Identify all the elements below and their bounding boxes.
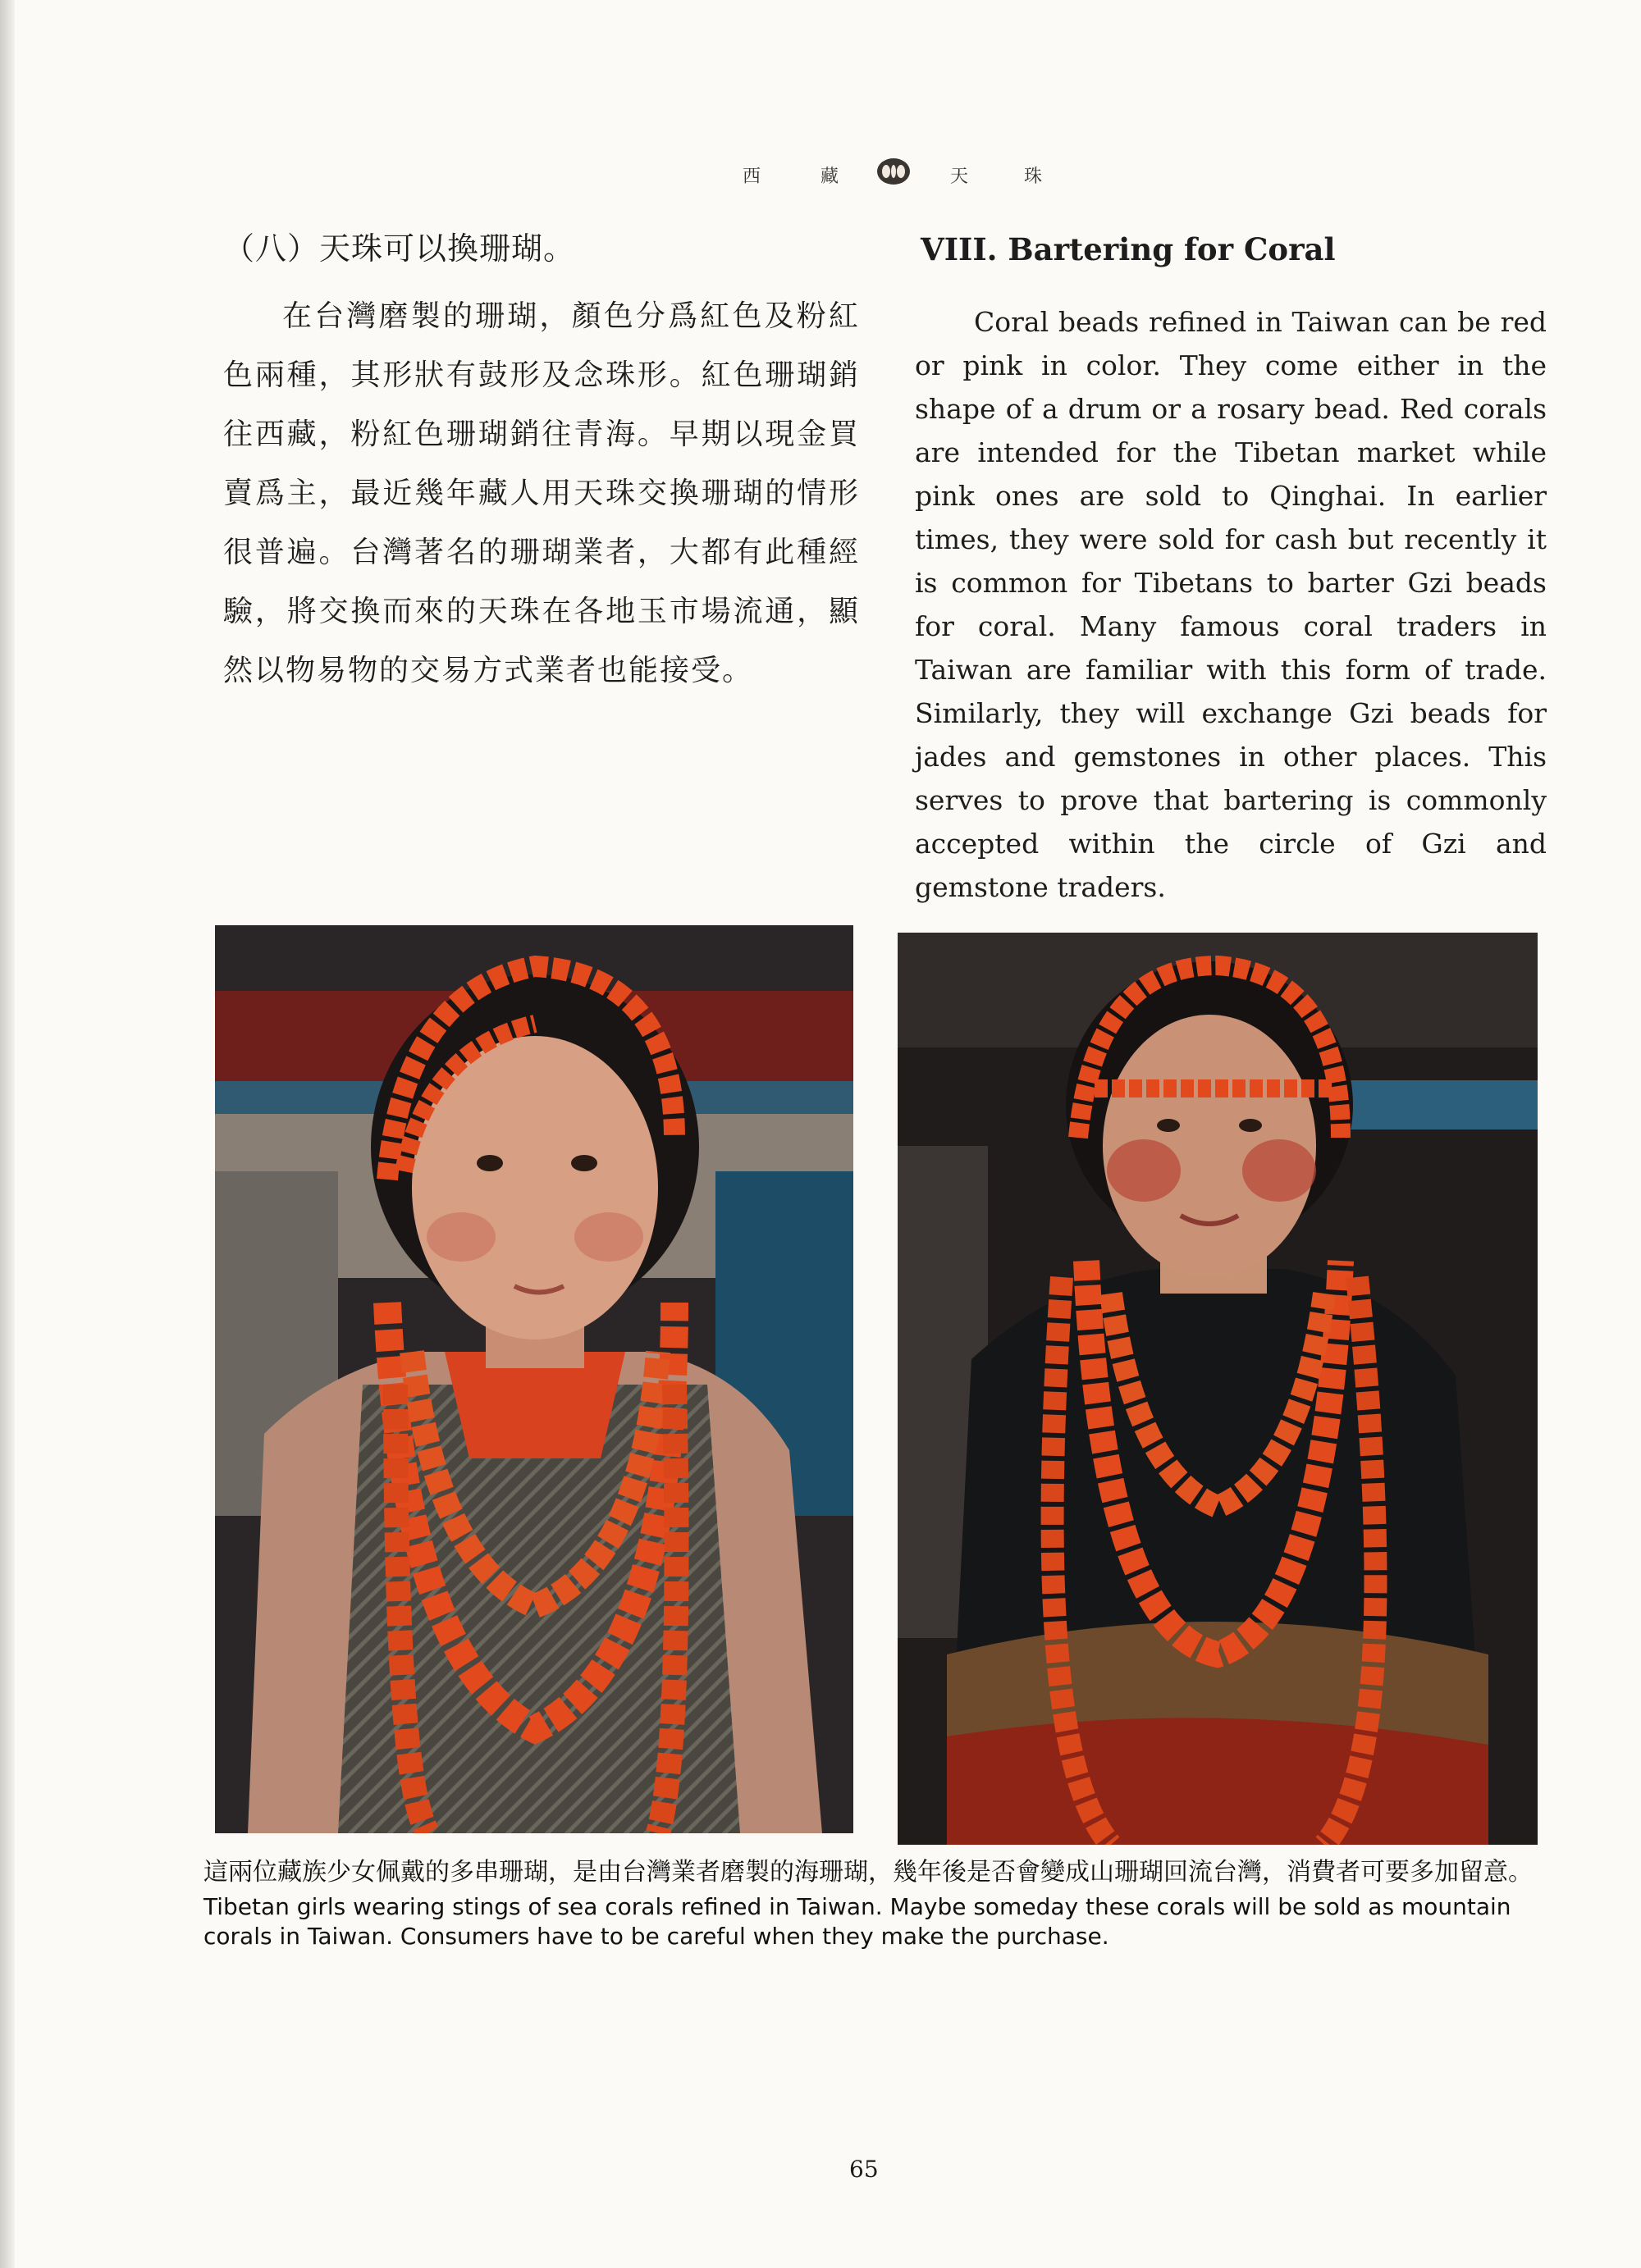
caption-english: Tibetan girls wearing stings of sea corals refined in Taiwan. Maybe someday these corals will be sold as mountain corals in Taiwan. Consumers have to be careful when they make the purchase. bbox=[203, 1893, 1511, 1950]
photo-caption bbox=[203, 1858, 1533, 1951]
chinese-body-text: 在台灣磨製的珊瑚，顏色分爲紅色及粉紅色兩種，其形狀有鼓形及念珠形。紅色珊瑚銷往西藏，粉紅色珊瑚銷往青海。早期以現金買賣爲主，最近幾年藏人用天珠交換珊瑚的情形很普遍。台灣著名的珊瑚業者，大都有此種經驗，將交換而來的天珠在各地玉市場流通，顯然以物易物的交易方式業者也能接受。 bbox=[223, 299, 860, 687]
photo-tibetan-girl-left bbox=[215, 925, 853, 1833]
english-section-title: VIII. Bartering for Coral bbox=[921, 231, 1336, 267]
photo-tibetan-girl-right bbox=[898, 933, 1538, 1845]
header-char: 天 bbox=[950, 167, 969, 187]
english-body-text: Coral beads refined in Taiwan can be red or pink in color. They come either in the shape of a drum or a rosary bead. Red corals are intended for the Tibetan market while pink ones are sold to Qinghai. In earlier times, they were sold for cash but recently it is common for Tibetans to barter Gzi beads for coral. Many famous coral traders in Taiwan are familiar with this form of trade. Similarly, they will exchange Gzi beads for jades and gemstones in other places. This serves to prove that bartering is commonly accepted within the circle of Gzi and gemstone traders. bbox=[915, 306, 1547, 903]
header-char: 藏 bbox=[820, 167, 839, 187]
running-header bbox=[0, 154, 1641, 195]
page-number: 65 bbox=[849, 2156, 879, 2183]
header-char: 西 bbox=[743, 167, 761, 187]
scan-edge bbox=[0, 0, 15, 2268]
header-char: 珠 bbox=[1024, 167, 1043, 187]
dzi-bead-icon bbox=[876, 157, 911, 185]
chinese-section-title: （八）天珠可以換珊瑚。 bbox=[223, 230, 576, 267]
caption-chinese: 這兩位藏族少女佩戴的多串珊瑚，是由台灣業者磨製的海珊瑚，幾年後是否會變成山珊瑚回流台灣，消費者可要多加留意。 bbox=[203, 1858, 1533, 1887]
